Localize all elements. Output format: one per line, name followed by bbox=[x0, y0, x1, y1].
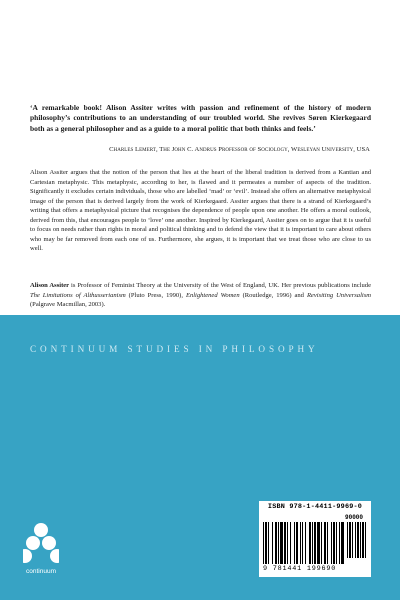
author-bio-text: (Routledge, 1996) and bbox=[239, 291, 307, 299]
book-description: Alison Assiter argues that the notion of the person that lies at the heart of the liberal tradition is derived from a Kantian and Cartesian metaphysic. This metaphysic, according to her, is flawed and it permeates a number of aspects of the tradition. Significantly it excludes certain individuals, those who are labelled ‘mad’ or ‘evil’. Instead she offers an alternative metaphysical image of the person that is derived largely from the work of Kierkegaard. Assiter argues that there is a strand of Kierkegaard’s writing that offers a metaphysical picture that recognises the dependence of people upon one another. He offers a moral outlook, derived from this, that encourages people to ‘love’ one another. Inspired by Kierkegaard, Assiter goes on to argue that it is useful to focus on needs rather than rights in moral and political thinking and to defend the view that it is important to care about others who may be far removed from each one of us. Furthermore, she argues, it is important that we treat those who are close to us well. bbox=[30, 169, 371, 253]
barcode-digits: 9 781441 199690 bbox=[263, 565, 337, 573]
author-bio bbox=[30, 281, 371, 310]
barcode-bars bbox=[263, 522, 369, 566]
review-quote: ‘A remarkable book! Alison Assiter writes with passion and refinement of the history of modern philosophy’s contributions to an understanding of our troubled world. She revives Søren Kierkegaard both as a general philosopher and as a guide to a moral politic that both thinks and feels.’ bbox=[30, 103, 371, 133]
book-title: Revisiting Universalism bbox=[306, 291, 371, 299]
continuum-logo-icon bbox=[23, 521, 59, 577]
barcode-panel bbox=[259, 501, 371, 577]
author-bio-text: (Palgrave Macmillan, 2003). bbox=[30, 301, 106, 309]
series-title: CONTINUUM STUDIES IN PHILOSOPHY bbox=[30, 344, 319, 354]
price-addon-code: 90000 bbox=[345, 514, 364, 521]
author-bio-text: is Professor of Feminist Theory at the University of the West of England, UK. Her previous publications include bbox=[69, 282, 371, 289]
author-bio-text: (Pluto Press, 1990), bbox=[125, 291, 186, 299]
isbn-text: ISBN 978-1-4411-9969-0 bbox=[267, 503, 363, 511]
review-attribution: Charles Lemert, The John C. Andrus Professor of Sociology, Wesleyan University, USA bbox=[109, 146, 370, 153]
publisher-logo bbox=[23, 521, 59, 577]
author-name: Alison Assiter bbox=[30, 282, 70, 289]
publisher-name: continuum bbox=[26, 568, 56, 575]
book-title: Enlightened Women bbox=[185, 291, 240, 299]
book-title: The Limitations of Althusserianism bbox=[30, 291, 126, 299]
